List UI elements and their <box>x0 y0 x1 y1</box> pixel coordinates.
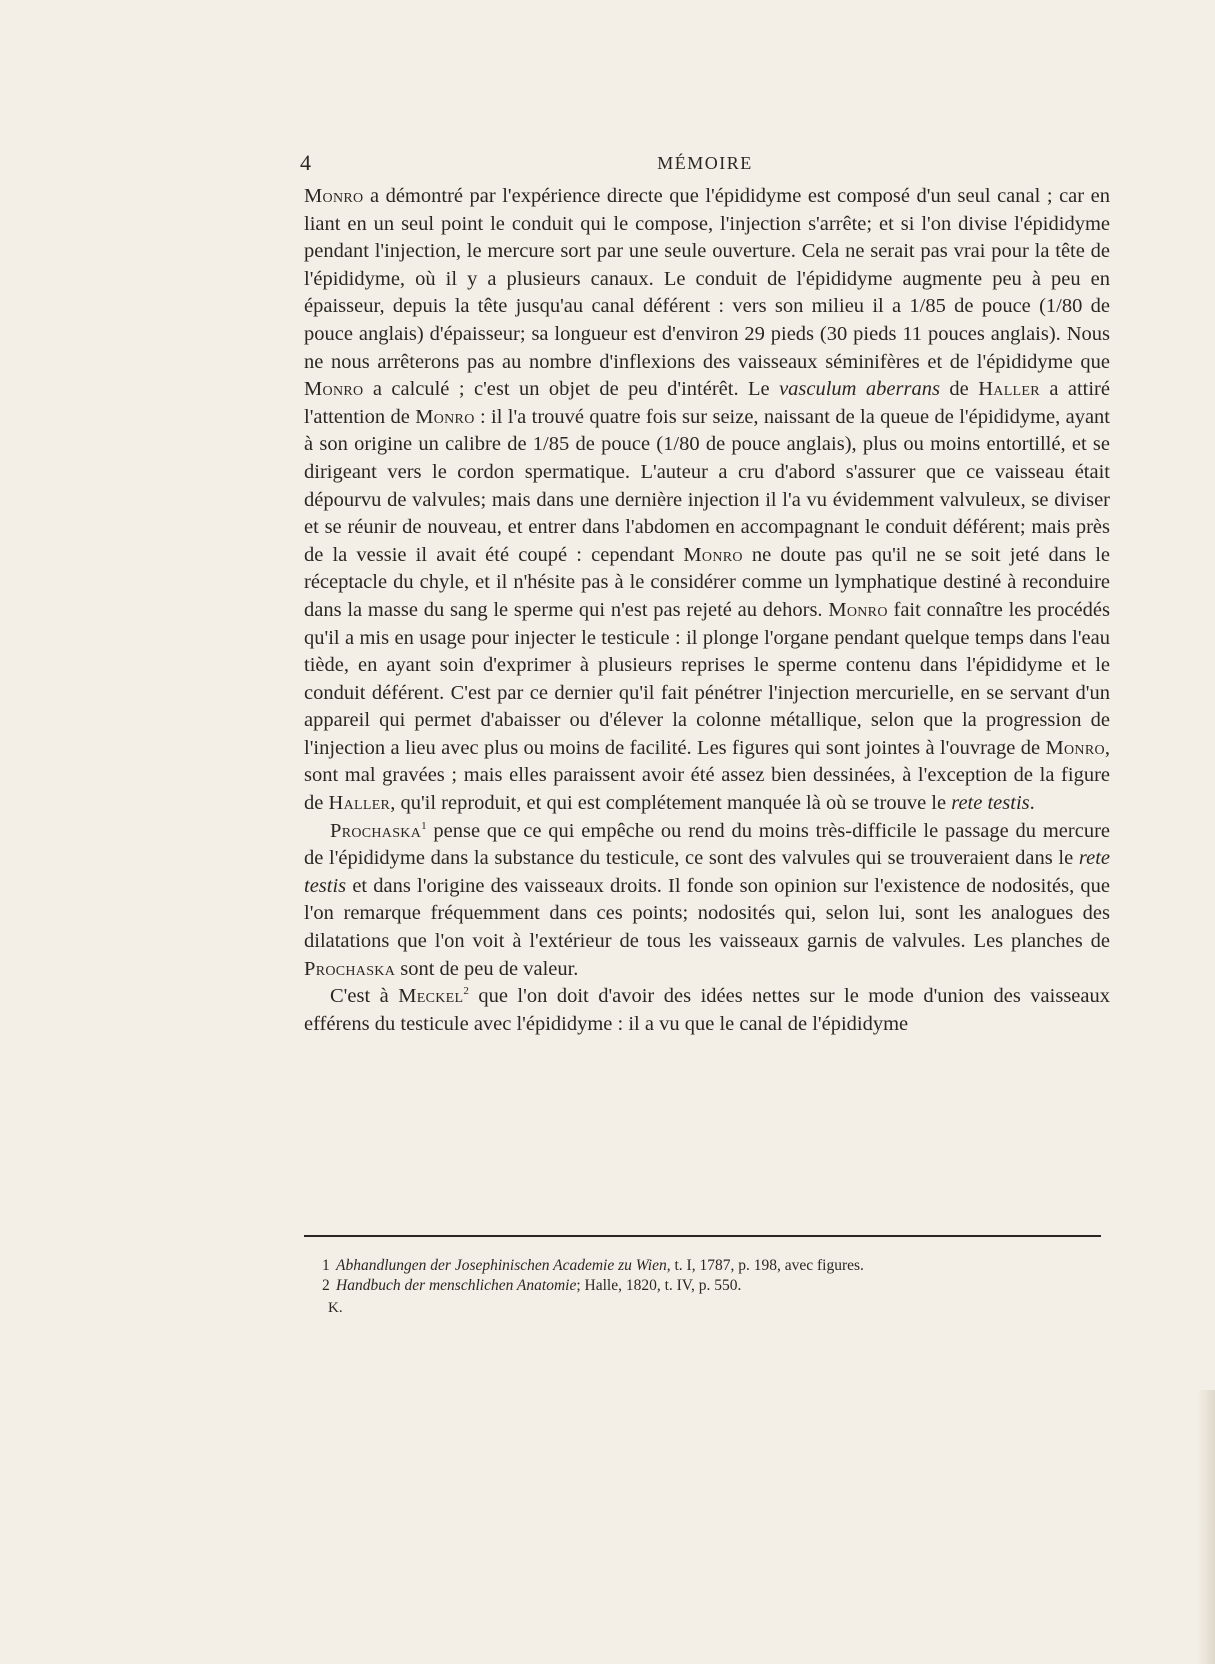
body-text <box>304 183 1110 1038</box>
text-run: a démontré par l'expérience directe que l'épididyme est composé d'un seul canal ; car en liant en un seul point le conduit qui le compose, l'injection s'arrête; et si l'on divise l'épididyme pendant l'injection, le mercure sort par une seule ouverture. Cela ne serait pas vrai pour la tête de l'épididyme, où il y a plusieurs canaux. Le conduit de l'épididyme augmente peu à peu en épaisseur, depuis la tête jusqu'au canal déférent : vers son milieu il a 1/85 de pouce (1/80 de pouce anglais) d'épaisseur; sa longueur est d'environ 29 pieds (30 pieds 11 pouces anglais). Nous ne nous arrêterons pas au nombre d'inflexions des vaisseaux séminifères et de l'épididyme que <box>304 185 1110 373</box>
text-run: de <box>939 378 979 401</box>
text-run: . <box>1029 792 1035 815</box>
author-name: Monro <box>1045 736 1105 759</box>
footnote-number: 1 <box>322 1257 330 1274</box>
footnote-rule <box>304 1235 1101 1237</box>
signature-mark: K. <box>328 1300 343 1316</box>
footnote-citation: ; Halle, 1820, t. IV, p. 550. <box>576 1277 742 1294</box>
page-edge-shadow <box>1197 1390 1215 1664</box>
author-name: Monro <box>683 543 743 566</box>
text-run: sont de peu de valeur. <box>395 957 579 980</box>
latin-term: vasculum aberrans <box>779 378 940 401</box>
text-run: que l'on doit d'avoir des idées nettes sur le mode d'union des vaisseaux efférens du testicule avec l'épididyme : il a vu que le canal de l'épididyme <box>304 985 1110 1035</box>
text-run: a calculé ; c'est un objet de peu d'intérêt. Le <box>363 378 780 401</box>
text-run: , qu'il reproduit, et qui est complétement manquée là où se trouve le <box>390 792 952 815</box>
footnote-number: 2 <box>322 1277 330 1294</box>
latin-term: rete testis <box>951 792 1030 815</box>
footnote-ref: 1 <box>421 819 427 832</box>
author-name: Prochaska <box>330 819 422 842</box>
footnote-2 <box>322 1276 1102 1296</box>
running-head <box>300 150 1110 176</box>
author-name: Prochaska <box>304 957 396 980</box>
paragraph-2 <box>304 818 1110 984</box>
paragraph-1 <box>304 183 1110 818</box>
text-run: a attiré l'attention de <box>304 378 1110 428</box>
author-name: Haller <box>328 792 391 815</box>
footnote-title: Handbuch der menschlichen Anatomie <box>336 1277 577 1294</box>
author-name: Monro <box>415 405 475 428</box>
author-name: Monro <box>304 378 364 401</box>
page-number: 4 <box>300 150 311 175</box>
running-title: MÉMOIRE <box>657 153 753 173</box>
author-name: Meckel <box>398 985 464 1008</box>
author-name: Monro <box>304 185 364 207</box>
text-run: ne doute pas qu'il ne se soit jeté dans le réceptacle du chyle, et il n'hésite pas à le considérer comme un lymphatique destiné à reconduire dans la masse du sang le sperme qui n'est pas rejeté au dehors. <box>304 543 1110 621</box>
footnote-citation: , t. I, 1787, p. 198, avec figures. <box>666 1257 864 1274</box>
latin-term: rete testis <box>304 847 1110 897</box>
paragraph-3 <box>304 983 1110 1038</box>
footnote-1 <box>322 1256 1102 1276</box>
text-run: et dans l'origine des vaisseaux droits. Il fonde son opinion sur l'existence de nodosités, que l'on remarque fréquemment dans ces points; nodosités qui, selon lui, sont les analogues des dilatations que l'on voit à l'extérieur de tous les vaisseaux garnis de valvules. Les planches de <box>304 874 1110 953</box>
text-run: C'est à <box>330 985 399 1008</box>
footnotes <box>322 1256 1102 1318</box>
author-name: Haller <box>978 378 1040 401</box>
footnote-title: Abhandlungen der Josephinischen Academie zu Wien <box>336 1257 667 1274</box>
author-name: Monro <box>828 598 888 621</box>
text-run: : il l'a trouvé quatre fois sur seize, naissant de la queue de l'épididyme, ayant à son origine un calibre de 1/85 de pouce (1/80 de pouce anglais), plus ou moins entortillé, et se dirigeant vers le cordon spermatique. L'auteur a cru d'abord s'assurer que ce vaisseau était dépourvu de valvules; mais dans une dernière injection il l'a vu évidemment valvuleux, se diviser et se réunir de nouveau, et entrer dans l'abdomen en accompagnant le conduit déférent; mais près de la vessie il avait été coupé : cependant <box>304 405 1111 566</box>
text-run: fait connaître les procédés qu'il a mis en usage pour injecter le testicule : il plonge l'organe pendant quelque temps dans l'eau tiède, en ayant soin d'exprimer à plusieurs reprises le sperme contenu dans l'épididyme et le conduit déférent. C'est par ce dernier qu'il fait pénétrer l'injection mercurielle, en se servant d'un appareil qui permet d'abaisser ou d'élever la colonne métallique, selon que la progression de l'injection a lieu avec plus ou moins de facilité. Les figures qui sont jointes à l'ouvrage de <box>304 598 1110 759</box>
text-run: , sont mal gravées ; mais elles paraissent avoir été assez bien dessinées, à l'exception de la figure de <box>304 736 1110 815</box>
footnote-ref: 2 <box>463 985 469 998</box>
text-run: pense que ce qui empêche ou rend du moins très-difficile le passage du mercure de l'épididyme dans la substance du testicule, ce sont des valvules qui se trouveraient dans le <box>304 819 1110 870</box>
